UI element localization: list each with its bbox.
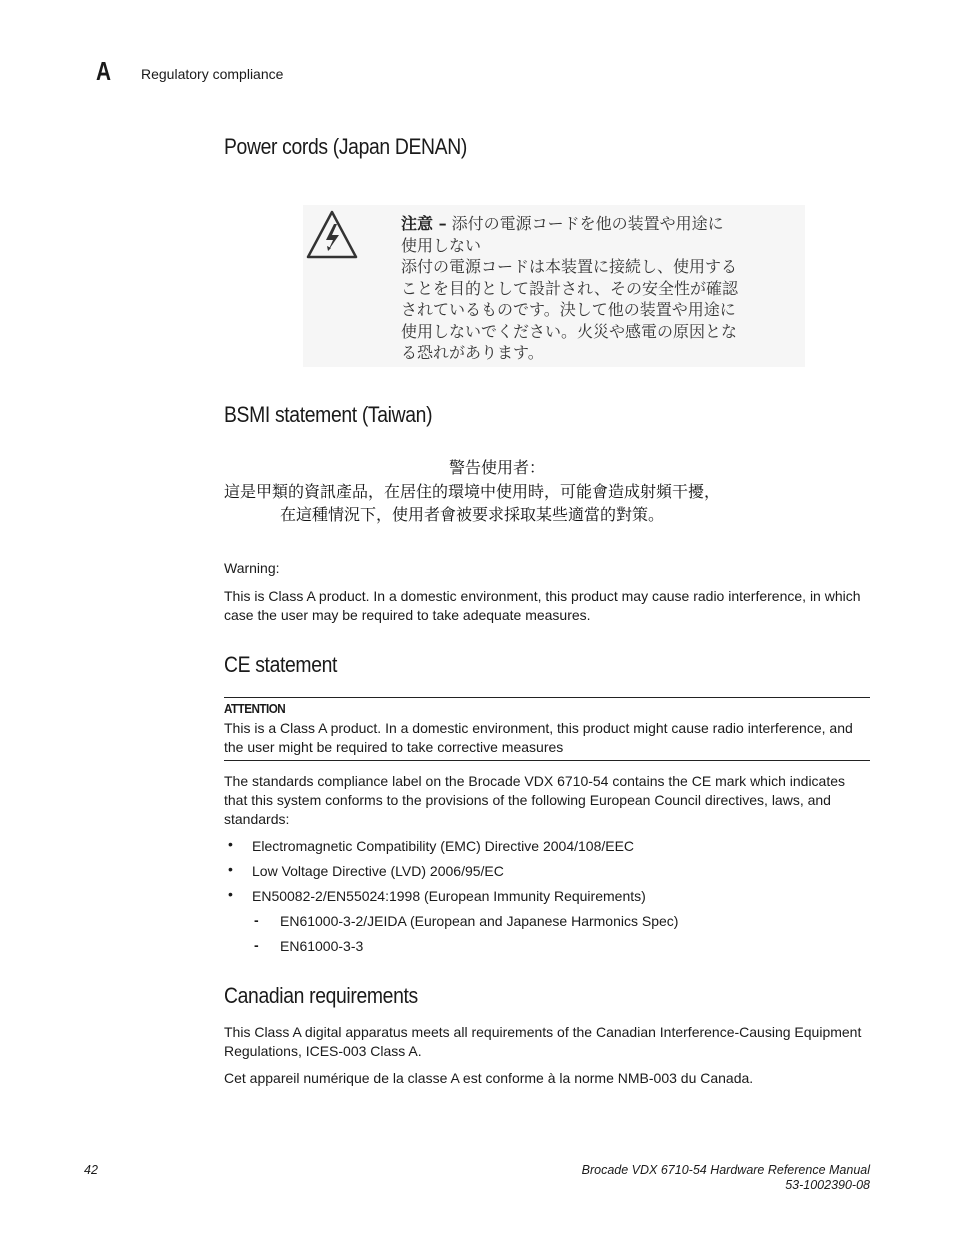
warning-label: Warning:: [224, 560, 280, 576]
japan-line: 添付の電源コードは本装置に接続し、使用する: [401, 257, 738, 276]
japan-line: されているものです。決して他の装置や用途に: [401, 300, 736, 319]
list-item: Electromagnetic Compatibility (EMC) Directive 2004/108/EEC: [252, 838, 635, 854]
bullet: •: [228, 861, 233, 877]
attention-top-rule: [224, 697, 870, 698]
attention-label: ATTENTION: [224, 701, 286, 716]
attention-bottom-rule: [224, 760, 870, 761]
taiwan-line-1: 警告使用者：: [449, 458, 546, 477]
sub-bullet-dash: -: [254, 912, 259, 928]
chapter-letter: A: [96, 56, 112, 86]
japan-line: る恐れがあります。: [401, 343, 544, 362]
taiwan-line-2: 這是甲類的資訊產品，在居住的環境中使用時，可能會造成射頻干擾，: [224, 482, 721, 501]
heading-taiwan: BSMI statement (Taiwan): [224, 402, 433, 427]
sub-bullet-dash: -: [254, 937, 259, 953]
page-number: 42: [84, 1163, 98, 1177]
ce-intro: The standards compliance label on the Brocade VDX 6710-54 contains the CE mark which indicates that this system conforms to the provisions of the following European Council directives, laws, and standards:: [224, 773, 846, 827]
japan-line: 使用しない: [401, 235, 482, 255]
list-item: EN50082-2/EN55024:1998 (European Immunity Requirements): [252, 888, 646, 904]
bullet: •: [228, 836, 233, 852]
list-item: Low Voltage Directive (LVD) 2006/95/EC: [252, 863, 504, 879]
heading-ce: CE statement: [224, 652, 338, 677]
sub-list-item: EN61000-3-2/JEIDA (European and Japanese Harmonics Spec): [280, 913, 679, 929]
taiwan-line-3: 在這種情況下，使用者會被要求採取某些適當的對策。: [280, 505, 665, 524]
japan-line: 添付の電源コードを他の装置や用途に: [451, 214, 724, 233]
bullet: •: [228, 886, 233, 902]
attention-text: This is a Class A product. In a domestic environment, this product might cause radio interference, and the user might be required to take corrective measures: [224, 720, 853, 755]
canada-text-en: This Class A digital apparatus meets all requirements of the Canadian Interference-Causing Equipment Regulations, ICES-003 Class A.: [224, 1024, 862, 1059]
running-header: Regulatory compliance: [141, 66, 284, 82]
japan-line: 使用しないでください。火災や感電の原因とな: [401, 321, 738, 341]
electric-hazard-icon: [306, 209, 358, 261]
footer-doc-number: 53-1002390-08: [785, 1178, 870, 1192]
canada-text-fr: Cet appareil numérique de la classe A est conforme à la norme NMB-003 du Canada.: [224, 1070, 754, 1086]
japan-warning-figure: [303, 205, 805, 367]
japan-line: ことを目的として設計され、その安全性が確認: [401, 278, 738, 298]
footer-manual-title: Brocade VDX 6710-54 Hardware Reference Manual: [581, 1163, 870, 1177]
sub-list-item: EN61000-3-3: [280, 938, 364, 954]
heading-canada: Canadian requirements: [224, 983, 418, 1008]
heading-japan: Power cords (Japan DENAN): [224, 134, 467, 159]
japan-warning-text: [401, 213, 738, 364]
japan-warning-lead: 注意 –: [401, 214, 447, 233]
warning-text: This is Class A product. In a domestic environment, this product may cause radio interference, in which case the user may be required to take adequate measures.: [224, 588, 861, 623]
